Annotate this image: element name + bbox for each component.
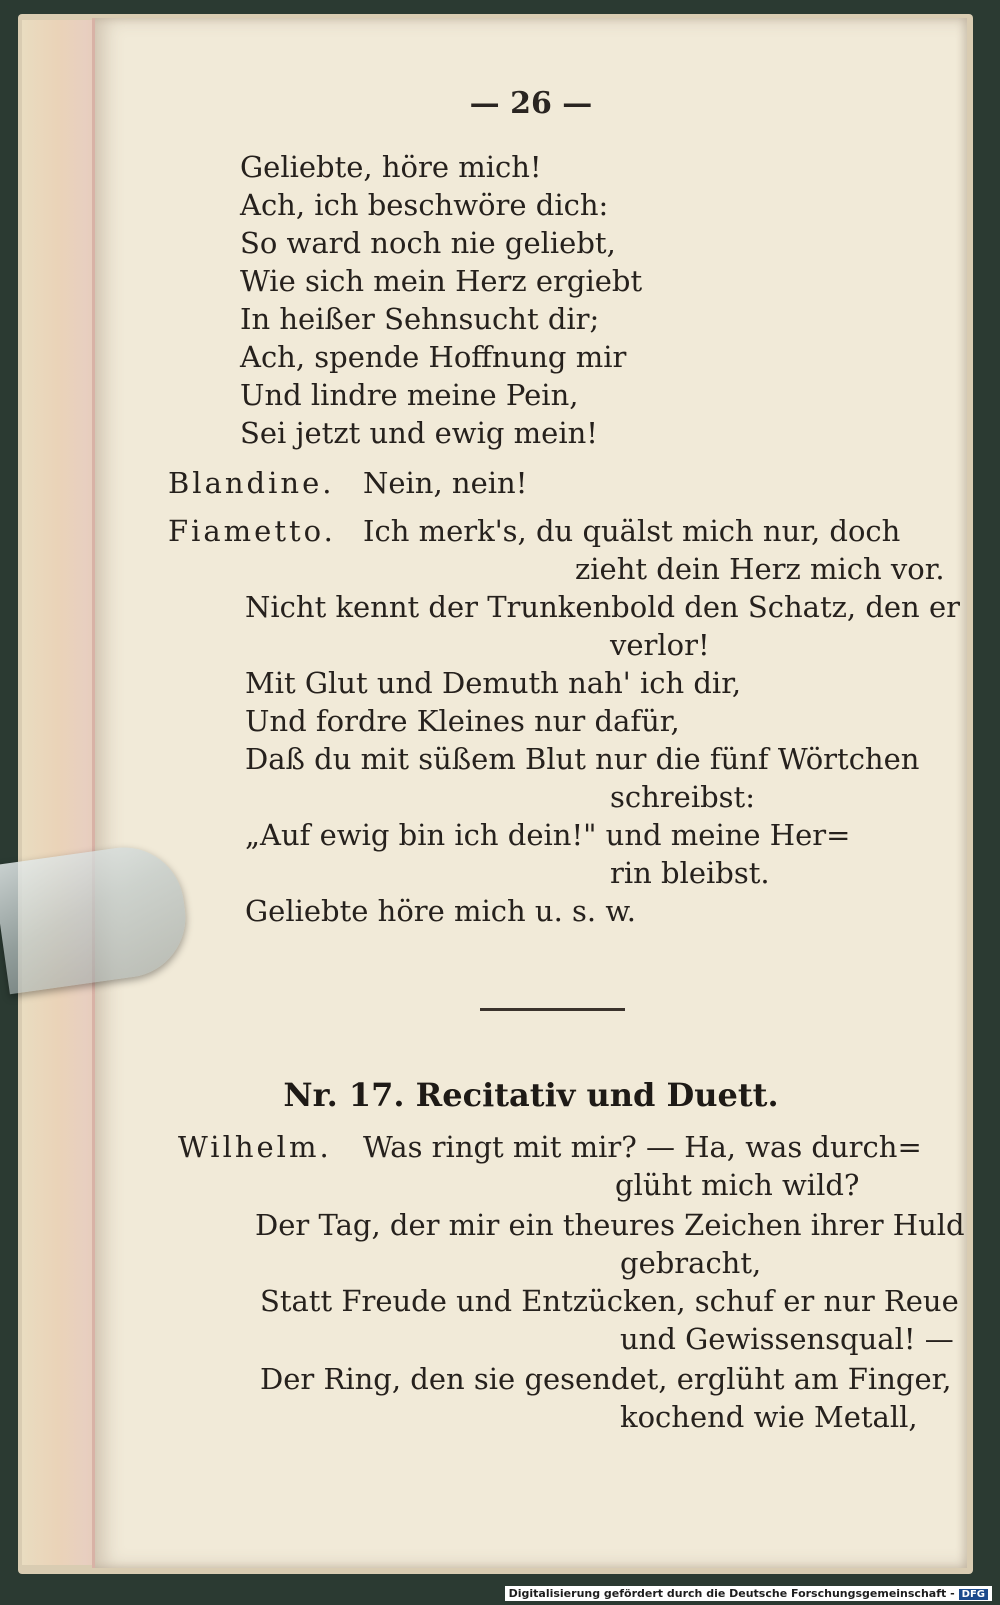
fiametto-line: schreibst: [610, 780, 755, 814]
fiametto-line: Nicht kennt der Trunkenbold den Schatz, den er [245, 590, 960, 624]
speaker-fiametto: Fiametto. [168, 514, 336, 548]
verse-line: So ward noch nie geliebt, [240, 226, 616, 260]
footer-text: Digitalisierung gefördert durch die Deutsche Forschungsgemeinschaft - [508, 1587, 955, 1600]
blandine-line: Nein, nein! [363, 466, 528, 500]
book-page [92, 18, 967, 1568]
speaker-blandine: Blandine. [168, 466, 335, 500]
fiametto-line: Daß du mit süßem Blut nur die fünf Wörtchen [245, 742, 920, 776]
fiametto-line: verlor! [610, 628, 710, 662]
verse-line: Ach, ich beschwöre dich: [240, 188, 609, 222]
fiametto-line: Ich merk's, du quälst mich nur, doch [363, 514, 901, 548]
section-heading: Nr. 17. Recitativ und Duett. [283, 1076, 779, 1114]
verse-line: Ach, spende Hoffnung mir [240, 340, 627, 374]
wilhelm-line: und Gewissensqual! — [620, 1322, 954, 1356]
verse-line: Und lindre meine Pein, [240, 378, 579, 412]
wilhelm-line: Der Ring, den sie gesendet, erglüht am Finger, [260, 1362, 952, 1396]
speaker-wilhelm: Wilhelm. [178, 1130, 332, 1164]
fiametto-line: zieht dein Herz mich vor. [575, 552, 945, 586]
wilhelm-line: Statt Freude und Entzücken, schuf er nur Reue [260, 1284, 959, 1318]
wilhelm-line: Der Tag, der mir ein theures Zeichen ihrer Huld [255, 1208, 965, 1242]
verse-line: Geliebte, höre mich! [240, 150, 542, 184]
fiametto-line: „Auf ewig bin ich dein!" und meine Her= [245, 818, 851, 852]
verse-line: Sei jetzt und ewig mein! [240, 416, 598, 450]
wilhelm-line: glüht mich wild? [615, 1168, 860, 1202]
fiametto-line: rin bleibst. [610, 856, 770, 890]
verse-line: In heißer Sehnsucht dir; [240, 302, 600, 336]
wilhelm-line: Was ringt mit mir? — Ha, was durch= [363, 1130, 922, 1164]
wilhelm-line: gebracht, [620, 1246, 762, 1280]
page-number: — 26 — [469, 86, 593, 121]
verse-line: Wie sich mein Herz ergiebt [240, 264, 643, 298]
fiametto-line: Mit Glut und Demuth nah' ich dir, [245, 666, 742, 700]
section-divider [480, 1008, 625, 1011]
wilhelm-line: kochend wie Metall, [620, 1400, 918, 1434]
fiametto-line: Und fordre Kleines nur dafür, [245, 704, 680, 738]
dfg-logo: DFG [959, 1589, 988, 1600]
fiametto-line: Geliebte höre mich u. s. w. [245, 894, 636, 928]
footer-credit [505, 1586, 992, 1601]
page-text [95, 18, 967, 1568]
